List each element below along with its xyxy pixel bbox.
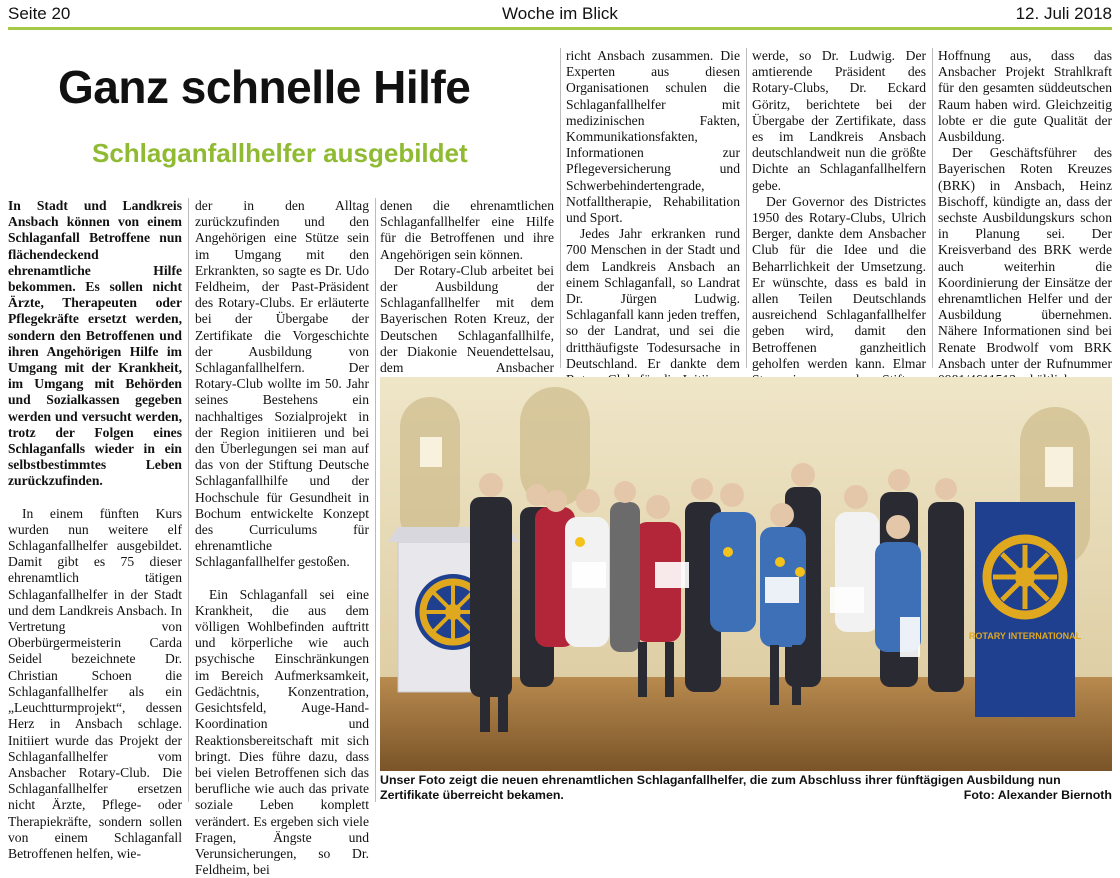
photo-caption: [380, 773, 1112, 803]
column-1: [8, 198, 182, 862]
column-6: [938, 48, 1112, 406]
page-header: [8, 4, 1112, 26]
banner-text: ROTARY INTERNATIONAL: [968, 631, 1082, 641]
lead-paragraph: In Stadt und Landkreis Ansbach können von einem Schlaganfall Betroffene nun flächendeckend ehrenamtliche Hilfe bekommen. Es sollen nicht Ärzte, Therapeuten oder Pflegekräfte ersetzt werden, sondern den Betroffenen und ihren Angehörigen Hilfe im Umgang mit der Krankheit, im Umgang mit Behörden und Sozialkassen gegeben werden und versucht werden, trotz der Folgen eines Schlaganfalls wieder in ein selbstbestimmtes Leben zurückzufinden.: [8, 198, 182, 489]
paragraph: werde, so Dr. Ludwig. Der amtierende Präsident des Rotary-Clubs, Dr. Eckard Göritz, berichtete bei der Übergabe der Zertifikate, dass es im Landkreis Ansbach deutschlandweit nun die größte Dichte an Schlaganfallhelfern gebe.: [752, 48, 926, 193]
paragraph: Hoffnung aus, dass das Ansbacher Projekt Strahlkraft für den gesamten süddeutschen Raum haben wird. Gleichzeitig lobte er die gute Qualität der Ausbildung.: [938, 48, 1112, 145]
paragraph: Jedes Jahr erkranken rund 700 Menschen in der Stadt und dem Landkreis Ansbach an einem Schlaganfall, so Landrat Dr. Jürgen Ludwig. Schlaganfall kann jeden treffen, so der Landrat, und sei die dritthäufigste Todesursache in Deutschland. Er dankte dem: [566, 226, 740, 371]
caption-text: Unser Foto zeigt die neuen ehrenamtlichen Schlaganfallhelfer, die zum Abschluss ihrer fünftägigen Ausbildung nun Zertifikate überreicht bekamen.: [380, 773, 1061, 802]
paragraph: In einem fünften Kurs wurden nun weitere elf Schlaganfallhelfer ausgebildet. Damit gibt es 75 dieser ehrenamtlich tätigen Schlaganfallhelfer in der Stadt und dem Landkreis Ansbach. In Vertretung von Oberbürgermeisterin Carda Seidel bezeichnete Dr. Christian Schoen die Schlaganfallhelfer als ein „Leuchtturmprojekt“, dessen Herz in Ansbach schlage. Initiiert wurde das Projekt der Schlaganfallhelfer vom Ansbacher Rotary-Club. Die Schlaganfallhelfer ersetzen nicht Ärzte, Pflege- oder Therapiekräfte, sondern sollen von einem Schlaganfall Betroffenen helfen, wie-: [8, 505, 182, 861]
column-2: [195, 198, 369, 878]
article-title: Ganz schnelle Hilfe: [58, 61, 471, 113]
paragraph: Ein Schlaganfall sei eine Krankheit, die aus dem völligen Wohlbefinden auftritt und körperliche wie auch psychische Einschränkungen im Bereich Aufmerksamkeit, Gedächtnis, Konzentration, Gesichtsfeld, Auge-Hand-Koordination und Reaktionsbereitschaft mit sich bringt. Dies führe dazu, dass bei vielen Betroffenen sich das berufliche wie auch das private soziale Leben komplett verändert. Es ergeben sich viele Fragen, Ängste und Verunsicherungen, so Dr. Feldheim, bei: [195, 586, 369, 878]
column-divider: [560, 48, 561, 368]
column-divider: [746, 48, 747, 368]
paragraph: der in den Alltag zurückzufinden und den Angehörigen eine Stütze sein im Umgang mit den Erkrankten, so sagte es Dr. Udo Feldheim, der Past-Präsident des Rotary-Clubs. Er erläuterte bei der Übergabe der Zertifikate die Vorgeschichte der Ausbildung von Schlaganfallhelfern. Der Rotary-Club wollte im 50. Jahr seines Bestehens ein nachhaltiges Sozialprojekt in der Region initiieren und bei den Überlegungen sei man auf das von der Stiftung Deutsche Schlaganfallhilfe und der Hochschule für Gesundheit in Bochum entwickelte Konzept des Curriculums für ehrenamtliche Schlaganfallhelfer gestoßen.: [195, 198, 369, 570]
column-5: [752, 48, 926, 421]
paragraph: denen die ehrenamtlichen Schlaganfallhelfer eine Hilfe für die Betroffenen und ihre Angehörigen sein können.: [380, 198, 554, 262]
paragraph: Der Rotary-Club arbeitet bei der Ausbildung der Schlaganfallhelfer mit dem Bayerischen Roten Kreuz, der Deutschen Schlaganfallhilfe, der Diakonie Neuendettelsau, dem Ansbacher: [380, 262, 554, 376]
issue-date: 12. Juli 2018: [1015, 4, 1112, 23]
paragraph: Der Governor des Districtes 1950 des Rotary-Clubs, Ulrich Berger, dankte dem Ansbacher Club für die Idee und die Beharrlichkeit der Umsetzung. Er wünschte, dass es bald in allen Teilen Deutschlands ausreichend Schlaganfallhelfer geben wird, damit den Betroffenen ganzheitlich geholfen werden kann. Elmar: [752, 193, 926, 371]
section-title: Woche im Blick: [502, 4, 618, 23]
paragraph: richt Ansbach zusammen. Die Experten aus diesen Organisationen schulen die Schlaganfallhelfer mit medizinischen Fakten, Kommunikationsfakten, Informationen zur Pflegeversicherung und Schwerbehindertengrade, Notfalltherapie, Rehabilitation und Sport.: [566, 48, 740, 226]
group-photo-illustration: [380, 377, 1112, 771]
paragraph: Der Geschäftsführer des Bayerischen Roten Kreuzes (BRK) in Ansbach, Heinz Bischoff, kündigte an, dass der sechste Ausbildungskurs schon in Planung sei. Der Kreisverband des BRK werde auch weiterhin die Koordinierung der Einsätze der ehrenamtlichen Helfer und der Ausbildung übernehmen. Nähere Informationen sind bei Renate Brodwolf vom BRK Ansbach unter der Rufnummer: [938, 145, 1112, 371]
article-subtitle: Schlaganfallhelfer ausgebildet: [92, 138, 468, 168]
header-rule: [8, 27, 1112, 30]
column-4: [566, 48, 740, 421]
page-number: Seite 20: [8, 4, 71, 23]
column-divider: [932, 48, 933, 368]
rotary-banner: [969, 502, 1082, 717]
column-divider: [375, 198, 376, 802]
group-photo: [380, 377, 1112, 771]
photo-credit: Foto: Alexander Biernoth: [963, 788, 1112, 802]
column-divider: [188, 198, 189, 802]
